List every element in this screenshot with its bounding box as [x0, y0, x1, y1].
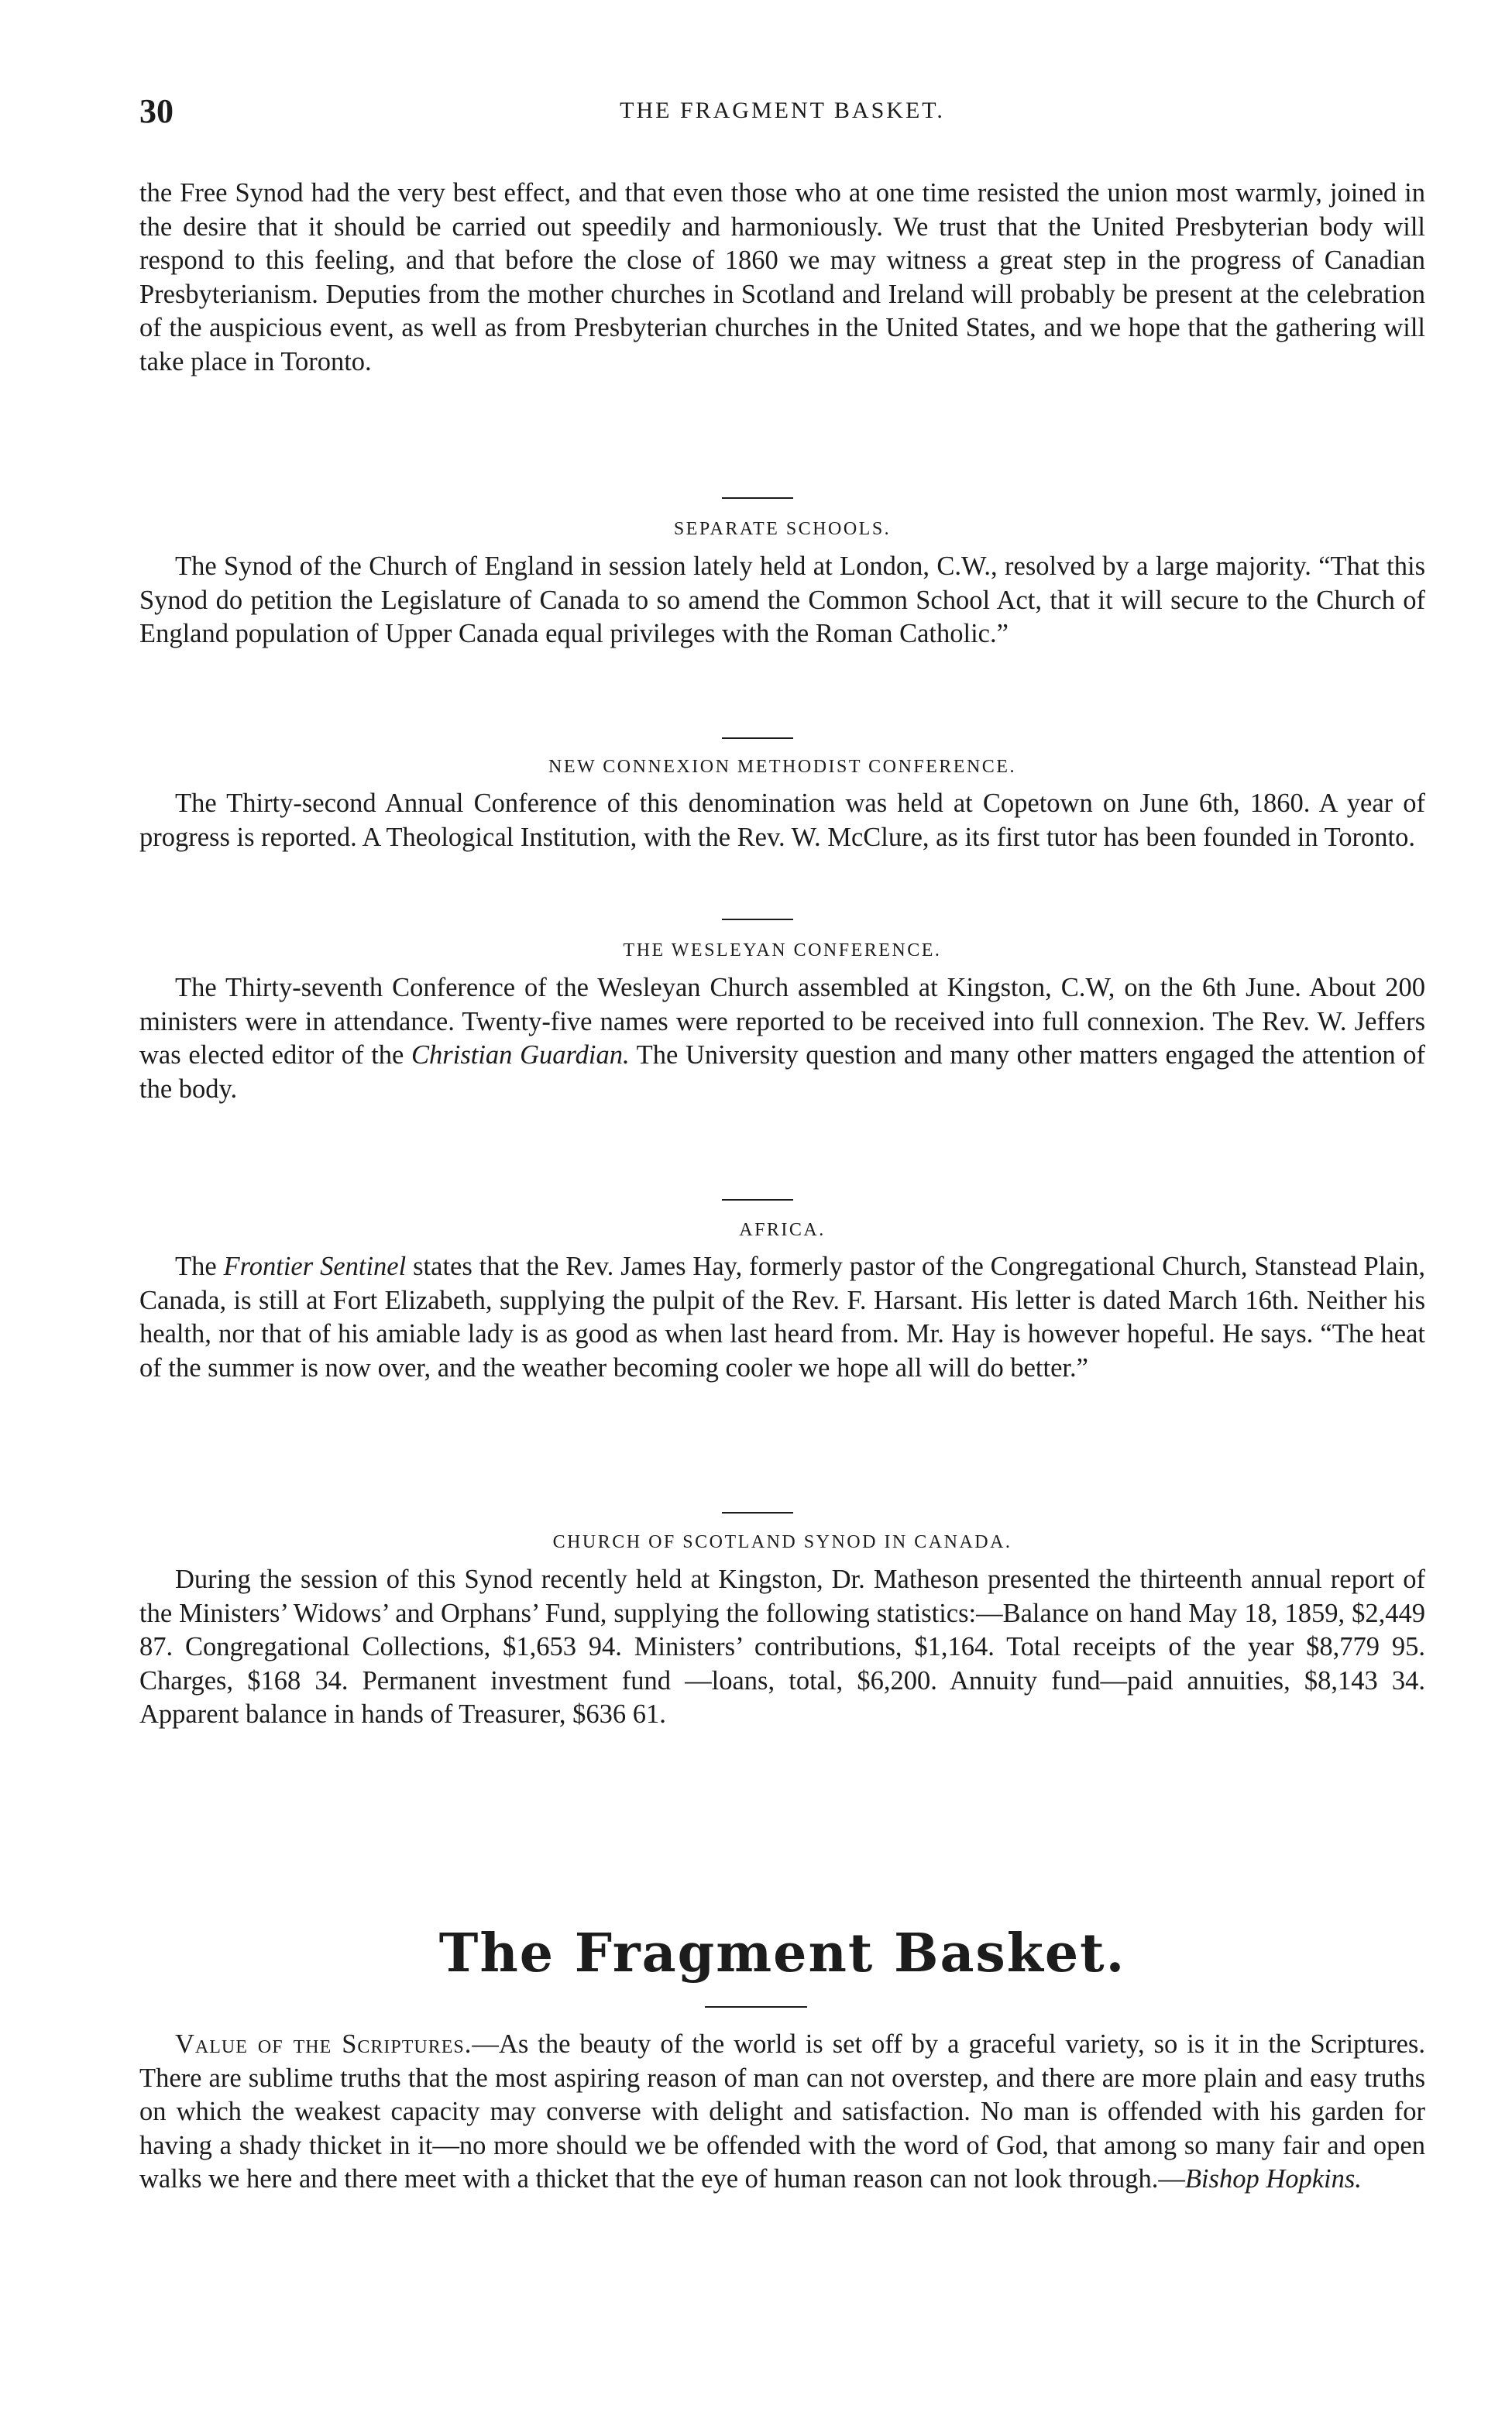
fragment-text: —As the beauty of the world is set off by a graceful variety, so is it in the Scriptures. There are sublime truths that the most aspiring reason of man can not overstep, and there are more plain and easy truths on which the weakest capacity may converse with delight and satisfaction. No man is offended with his garden for having a shady thicket in it—no more should we be offended with the word of God, that among so many fair and open walks we here and there meet with a thicket that the eye of human reason can not look through.— [139, 2029, 1425, 2194]
section-rule [722, 497, 793, 499]
opening-paragraph: the Free Synod had the very best effect, and that even those who at one time resisted the union most warmly, joined in the desire that it should be carried out speedily and harmoniously. We trust that the United Presbyterian body will respond to this feeling, and that before the close of 1860 we may witness a great step in the progress of Canadian Presbyterianism. Deputies from the mother churches in Scotland and Ireland will probably be present at the celebration of the auspicious event, as well as from Presbyterian churches in the United States, and we hope that the gathering will take place in Toronto. [139, 178, 1425, 376]
fragment-basket-title: The Fragment Basket. [438, 1922, 1126, 1984]
wesleyan-text-before: The Thirty-seventh Conference of the Wesleyan Church assembled at Kingston, C.W, on the 6th June. About 200 ministers were in attendance. Twenty-five names were reported to be received into full connexion. The Rev. W. Jeffers was elected editor of the [139, 973, 1425, 1070]
section-rule [722, 919, 793, 920]
africa-publication-title: Frontier Sentinel [223, 1252, 407, 1281]
church-of-scotland-paragraph: During the session of this Synod recently held at Kingston, Dr. Matheson presented the thirteenth annual report of the Ministers’ Widows’ and Orphans’ Fund, supplying the following statistics:—Balance on hand May 18, 1859, $2,449 87. Congregational Collections, $1,653 94. Ministers’ contributions, $1,164. Total receipts of the year $8,779 95. Charges, $168 34. Permanent investment fund —loans, total, $6,200. Annuity fund—paid annuities, $8,143 34. Apparent balance in hands of Treasurer, $636 61. [139, 1565, 1425, 1729]
africa-text-after: states that the Rev. James Hay, formerly pastor of the Congregational Church, Stanstead Plain, Canada, is still at Fort Elizabeth, supplying the pulpit of the Rev. F. Harsant. His letter is dated March 16th. Neither his health, nor that of his amiable lady is as good as when last heard from. Mr. Hay is however hopeful. He says. “The heat of the summer is now over, and the weather becoming cooler we hope all will do better.” [139, 1252, 1426, 1383]
africa-paragraph [139, 1250, 1425, 1385]
fragment-lead-in: Value of the Scriptures. [175, 2029, 472, 2059]
running-title: THE FRAGMENT BASKET. [620, 98, 945, 123]
fragment-basket-paragraph [139, 2028, 1425, 2197]
running-head [139, 91, 1425, 146]
section-rule [722, 737, 793, 739]
fragment-attribution: Bishop Hopkins. [1184, 2164, 1362, 2194]
separate-schools-paragraph: The Synod of the Church of England in session lately held at London, C.W., resolved by a large majority. “That this Synod do petition the Legislature of Canada to so amend the Common School Act, that it will secure to the Church of England population of Upper Canada equal privileges with the Roman Catholic.” [139, 551, 1425, 648]
wesleyan-heading: THE WESLEYAN CONFERENCE. [623, 940, 942, 960]
title-rule [705, 2006, 807, 2008]
page-number: 30 [139, 92, 174, 130]
wesleyan-text-after: The University question and many other matters engaged the attention of the body. [139, 1040, 1425, 1104]
new-connexion-heading: NEW CONNEXION METHODIST CONFERENCE. [548, 757, 1016, 777]
wesleyan-paragraph [139, 971, 1425, 1106]
new-connexion-paragraph: The Thirty-second Annual Conference of this denomination was held at Copetown on June 6th, 1860. A year of progress is reported. A Theological Institution, with the Rev. W. McClure, as its first tutor has been founded in Toronto. [139, 789, 1425, 852]
wesleyan-publication-title: Christian Guardian. [411, 1040, 630, 1070]
church-of-scotland-heading: CHURCH OF SCOTLAND SYNOD IN CANADA. [552, 1532, 1012, 1552]
africa-heading: AFRICA. [739, 1220, 826, 1240]
section-rule [722, 1512, 793, 1514]
section-rule [722, 1199, 793, 1201]
separate-schools-heading: SEPARATE SCHOOLS. [673, 519, 892, 539]
africa-text-before: The [175, 1252, 224, 1281]
